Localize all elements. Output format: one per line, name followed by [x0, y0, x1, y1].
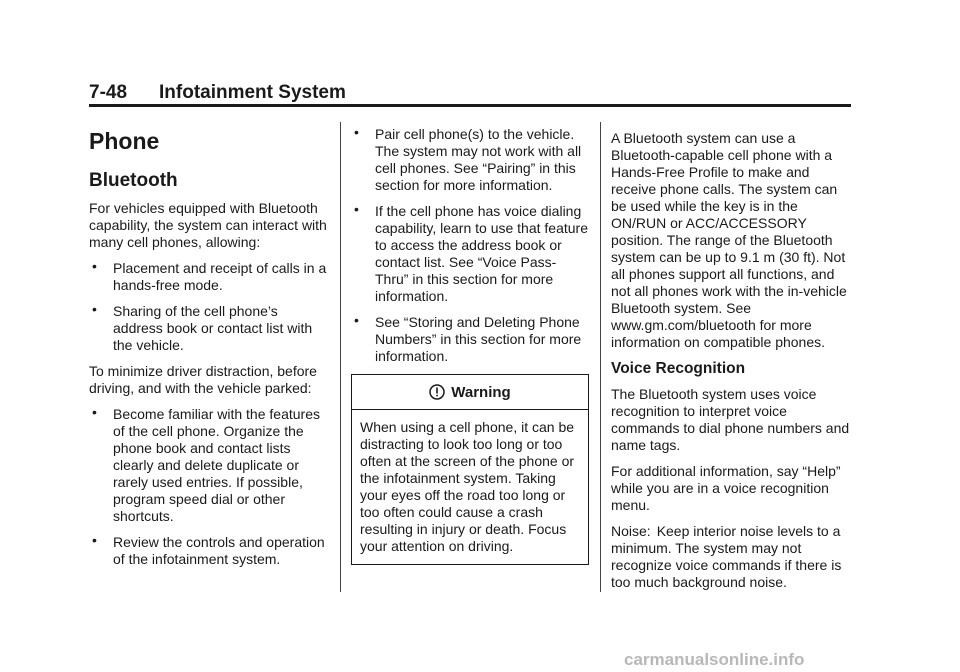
- column-2: [351, 126, 589, 565]
- page-header: [89, 82, 851, 106]
- column-1: [89, 128, 329, 577]
- paragraph: To minimize driver distraction, before driving, and with the vehicle parked:: [89, 363, 317, 396]
- warning-box: [351, 374, 589, 565]
- warning-text: When using a cell phone, it can be distracting to look too long or too often at the screen of the phone or the infotainment system. Taking your eyes off the road too long or too often could cause a crash resulting in injury or death. Focus your attention on driving.: [360, 419, 575, 554]
- list-item-text: Pair cell phone(s) to the vehicle. The system may not work with all cell phones. See “Pairing” in this section for more information.: [375, 126, 582, 193]
- list-item-text: Review the controls and operation of the infotainment system.: [113, 534, 325, 567]
- section-heading-bluetooth: Bluetooth: [89, 170, 178, 191]
- list-item: [89, 260, 329, 294]
- list-item: [89, 406, 329, 525]
- section-title: Infotainment System: [159, 82, 346, 103]
- bullet-icon: •: [354, 124, 359, 140]
- column-divider-2: [600, 122, 601, 592]
- bullet-icon: •: [92, 532, 97, 548]
- list-item: [89, 303, 329, 354]
- list-item: [351, 314, 589, 365]
- warning-title: Warning: [451, 383, 511, 401]
- bullet-icon: •: [92, 301, 97, 317]
- noise-label: Noise:: [611, 523, 651, 539]
- column-3: [611, 130, 853, 600]
- list-item-text: Become familiar with the features of the cell phone. Organize the phone book and contact lists clearly and delete duplicate or rarely used entries. If possible, program speed dial or other shortcuts.: [113, 406, 320, 524]
- intro-paragraph: For vehicles equipped with Bluetooth capability, the system can interact with many cell phones, allowing:: [89, 200, 327, 250]
- warning-icon: [429, 384, 445, 400]
- paragraph: A Bluetooth system can use a Bluetooth-capable cell phone with a Hands-Free Profile to make and receive phone calls. The system can be used while the key is in the ON/RUN or ACC/ACCESSORY position. The range of the Bluetooth system can be up to 9.1 m (30 ft). Not all phones support all functions, and not all phones work with the in-vehicle Bluetooth system. See www.gm.com/bluetooth for more information on compatible phones.: [611, 130, 847, 350]
- header-rule: [89, 104, 851, 107]
- list-item-text: Placement and receipt of calls in a hands-free mode.: [113, 260, 327, 293]
- page-number: 7-48: [89, 82, 128, 103]
- bullet-icon: •: [92, 404, 97, 420]
- bullet-icon: •: [354, 312, 359, 328]
- bullet-icon: •: [92, 258, 97, 274]
- list-item-text: Sharing of the cell phone’s address book or contact list with the vehicle.: [113, 303, 313, 353]
- noise-text: Keep interior noise levels to a minimum. The system may not recognize voice commands if there is too much background noise.: [611, 523, 842, 590]
- watermark: carmanualsonline.info: [624, 650, 805, 669]
- column-divider-1: [340, 122, 341, 592]
- list-item: [351, 203, 589, 305]
- list-item-text: See “Storing and Deleting Phone Numbers” in this section for more information.: [375, 314, 582, 364]
- paragraph: For additional information, say “Help” while you are in a voice recognition menu.: [611, 463, 841, 513]
- warning-header: [352, 375, 588, 410]
- page-title: Phone: [89, 128, 160, 154]
- list-item-text: If the cell phone has voice dialing capability, learn to use that feature to access the address book or contact list. See “Voice Pass-Thru” in this section for more information.: [375, 203, 588, 304]
- noise-paragraph: [611, 523, 853, 591]
- list-item: [89, 534, 329, 568]
- bullet-icon: •: [354, 201, 359, 217]
- paragraph: The Bluetooth system uses voice recognition to interpret voice commands to dial phone numbers and name tags.: [611, 386, 850, 453]
- list-item: [351, 126, 589, 194]
- section-heading-voice-recognition: Voice Recognition: [611, 360, 746, 377]
